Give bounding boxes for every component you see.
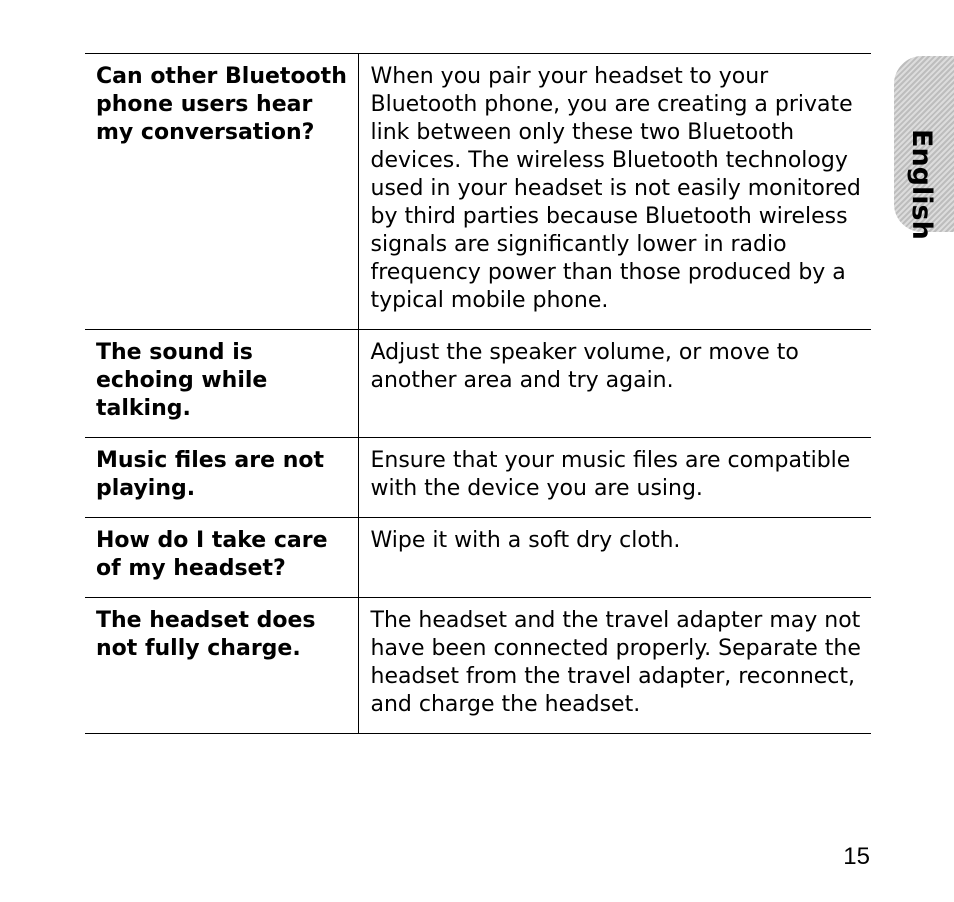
answer-cell: Wipe it with a soft dry cloth.	[358, 518, 871, 598]
troubleshooting-table	[85, 53, 871, 734]
answer-cell: Adjust the speaker volume, or move to another area and try again.	[358, 330, 871, 438]
answer-cell: When you pair your headset to your Bluetooth phone, you are creating a private link between only these two Bluetooth devices. The wireless Bluetooth technology used in your headset is not easily monitored by third parties because Bluetooth wireless signals are significantly lower in radio frequency power than those produced by a typical mobile phone.	[358, 54, 871, 330]
language-label: English	[906, 129, 937, 240]
table-row	[85, 598, 871, 734]
question-cell: How do I take care of my headset?	[85, 518, 358, 598]
answer-cell: Ensure that your music files are compatible with the device you are using.	[358, 438, 871, 518]
question-cell: Music files are not playing.	[85, 438, 358, 518]
answer-cell: The headset and the travel adapter may not have been connected properly. Separate the headset from the travel adapter, reconnect, and charge the headset.	[358, 598, 871, 734]
table-row	[85, 54, 871, 330]
question-cell: The headset does not fully charge.	[85, 598, 358, 734]
page-number: 15	[843, 843, 870, 870]
table-row	[85, 518, 871, 598]
table-row	[85, 438, 871, 518]
table-row	[85, 330, 871, 438]
question-cell: The sound is echoing while talking.	[85, 330, 358, 438]
question-cell: Can other Bluetooth phone users hear my conversation?	[85, 54, 358, 330]
